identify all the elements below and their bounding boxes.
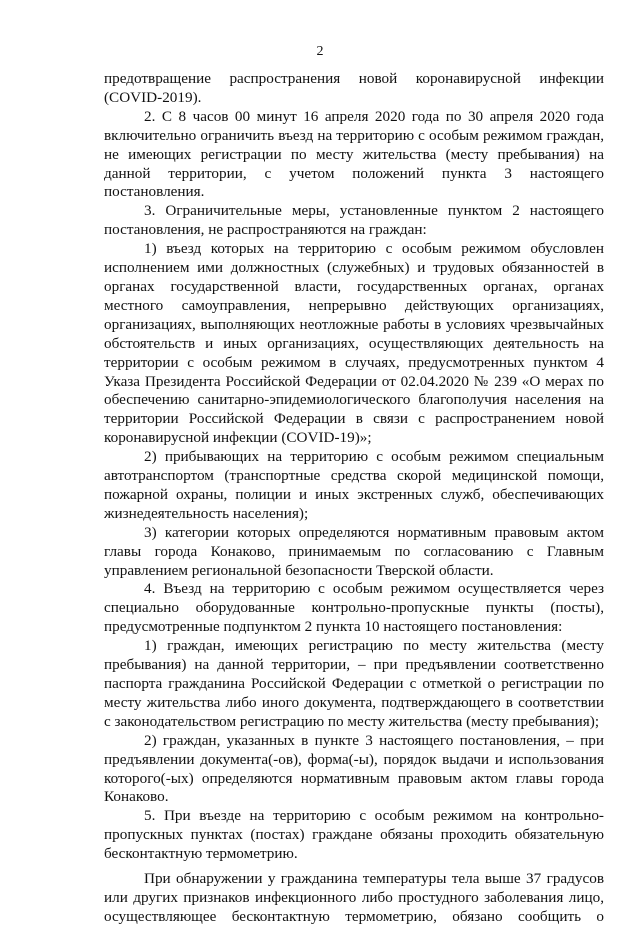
page-number: 2	[316, 44, 324, 59]
paragraph-intro-continuation: предотвращение распространения новой коронавирусной инфекции (COVID-2019).	[104, 70, 604, 106]
paragraph-item-4-sub-2: 2) граждан, указанных в пункте 3 настоящего постановления, – при предъявлении документа(-ов), форма(-ы), порядок выдачи и использования которого(-ых) определяются нормативным правовым актом главы города Конаково.	[104, 731, 604, 806]
paragraph-item-4-sub-1: 1) граждан, имеющих регистрацию по месту жительства (месту пребывания) на данной территории, – при предъявлении соответственно паспорта гражданина Российской Федерации с отметкой о регистрации по месту жительства либо иного документа, подтверждающего в соответствии с законодательством регистрацию по месту жительства (месту пребывания);	[104, 637, 604, 730]
paragraph-item-2: 2. С 8 часов 00 минут 16 апреля 2020 года по 30 апреля 2020 года включительно ограничить въезд на территорию с особым режимом граждан, не имеющих регистрации по месту жительства (месту пребывания) на данной территории, с учетом положений пункта 3 настоящего постановления.	[104, 107, 604, 201]
paragraph-item-5: 5. При въезде на территорию с особым режимом на контрольно-пропускных пунктах (постах) граждане обязаны проходить обязательную бесконтактную термометрию.	[104, 807, 604, 863]
paragraph-temperature: При обнаружении у гражданина температуры тела выше 37 градусов или других признаков инфекционного либо простудного заболевания лицо, осуществляющее бесконтактную термометрию, обязано сообщить о	[104, 870, 604, 925]
paragraph-item-3-sub-1: 1) въезд которых на территорию с особым режимом обусловлен исполнением ими должностных (служебных) и трудовых обязанностей в органах государственной власти, государственных органах, органах местного самоуправления, непрерывно действующих организациях, организациях, выполняющих неотложные работы в условиях чрезвычайных обстоятельств и иных организациях, осуществляющих деятельность на территории с особым режимом в случаях, предусмотренных пунктом 4 Указа Президента Российской Федерации от 02.04.2020 № 239 «О мерах по обеспечению санитарно-эпидемиологического благополучия населения на территории Российской Федерации в связи с распространением новой коронавирусной инфекции (COVID-19)»;	[104, 240, 604, 447]
paragraph-item-3: 3. Ограничительные меры, установленные пунктом 2 настоящего постановления, не распространяются на граждан:	[104, 202, 604, 239]
paragraph-item-3-sub-3: 3) категории которых определяются нормативным правовым актом главы города Конаково, принимаемым по согласованию с Главным управлением региональной безопасности Тверской области.	[104, 523, 604, 579]
paragraph-item-3-sub-2: 2) прибывающих на территорию с особым режимом специальным автотранспортом (транспортные средства скорой медицинской помощи, пожарной охраны, полиции и иных экстренных служб, обеспечивающих жизнедеятельность населения);	[104, 448, 604, 522]
paragraph-item-4: 4. Въезд на территорию с особым режимом осуществляется через специально оборудованные контрольно-пропускные пункты (посты), предусмотренные подпунктом 2 пункта 10 настоящего постановления:	[104, 580, 604, 636]
document-body	[104, 70, 604, 927]
